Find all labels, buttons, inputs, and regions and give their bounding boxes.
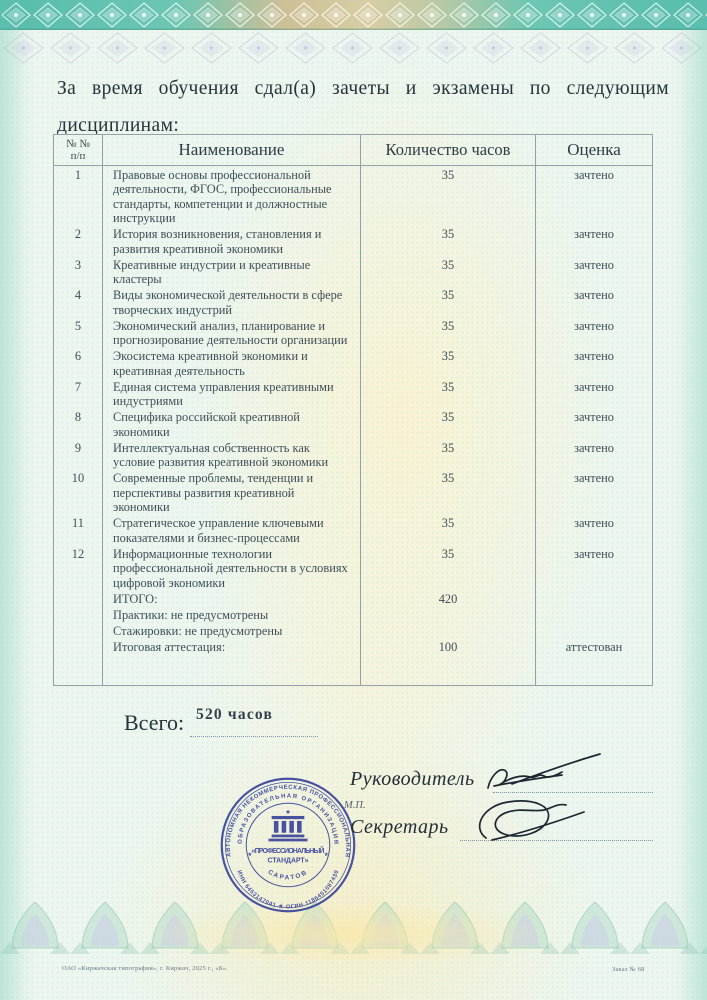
row-discipline-name bbox=[103, 654, 361, 685]
svg-text:САРАТОВ bbox=[267, 869, 310, 882]
table-row bbox=[54, 317, 652, 348]
organization-stamp bbox=[219, 776, 357, 914]
head-signature bbox=[478, 748, 608, 798]
table-header bbox=[54, 135, 652, 166]
row-discipline-name: Стратегическое управление ключевыми показателями и бизнес-процессами bbox=[103, 515, 361, 546]
row-grade: зачтено bbox=[574, 516, 614, 530]
row-number: 6 bbox=[54, 348, 103, 379]
row-grade: зачтено bbox=[574, 379, 614, 394]
printer-imprint: ОАО «Киржачская типография», г. Киржач, 2025 г., «Б». bbox=[62, 965, 229, 972]
row-hours bbox=[361, 622, 536, 638]
row-grade: зачтено bbox=[574, 318, 614, 333]
right-edge-tint bbox=[681, 0, 707, 1000]
table-row bbox=[54, 378, 652, 409]
stamp-building-icon bbox=[268, 809, 307, 841]
stamp-center-line1: «ПРОФЕССИОНАЛЬНЫЙ bbox=[251, 848, 325, 856]
row-hours: 35 bbox=[361, 378, 536, 409]
row-discipline-name: Современные проблемы, тенденции и перспективы развития креативной экономики bbox=[103, 470, 361, 515]
row-grade bbox=[536, 622, 652, 638]
table-row bbox=[54, 256, 652, 287]
row-hours: 35 bbox=[361, 256, 536, 287]
total-hours-value: 520 часов bbox=[196, 706, 274, 723]
row-number: 12 bbox=[54, 545, 103, 590]
header-hours: Количество часов bbox=[361, 135, 536, 165]
row-hours bbox=[361, 606, 536, 622]
row-hours: 35 bbox=[361, 409, 536, 440]
row-hours: 35 bbox=[361, 348, 536, 379]
row-number bbox=[54, 590, 103, 606]
row-grade: зачтено bbox=[574, 546, 614, 561]
row-hours: 35 bbox=[361, 439, 536, 470]
row-hours: 35 bbox=[361, 317, 536, 348]
stamp-ring-line2: ОБРАЗОВАТЕЛЬНАЯ ОРГАНИЗАЦИЯ bbox=[237, 793, 339, 845]
stamp-city: САРАТОВ bbox=[266, 868, 310, 882]
total-underline bbox=[190, 736, 318, 737]
row-number: 11 bbox=[54, 515, 103, 546]
table-row bbox=[54, 226, 652, 257]
page-title: За время обучения сдал(а) зачеты и экзамены по следующим дисциплинам: bbox=[57, 78, 669, 136]
table-row bbox=[54, 515, 652, 546]
row-grade: зачтено bbox=[574, 227, 614, 241]
total-label: Всего: bbox=[124, 710, 185, 735]
row-number bbox=[54, 654, 103, 685]
row-number bbox=[54, 638, 103, 654]
row-number: 7 bbox=[54, 378, 103, 409]
row-grade: зачтено bbox=[574, 410, 614, 424]
row-number: 5 bbox=[54, 317, 103, 348]
row-discipline-name: Экосистема креативной экономики и креативная деятельность bbox=[103, 348, 361, 379]
row-hours: 35 bbox=[361, 545, 536, 590]
row-discipline-name: Креативные индустрии и креативные кластеры bbox=[103, 256, 361, 287]
row-hours: 35 bbox=[361, 287, 536, 318]
left-edge-tint bbox=[0, 0, 26, 1000]
row-discipline-name: Итоговая аттестация: bbox=[103, 638, 361, 654]
order-number: Заказ № 68 bbox=[612, 966, 645, 973]
table-row bbox=[54, 606, 652, 622]
row-discipline-name: Информационные технологии профессиональной деятельности в условиях цифровой экономики bbox=[103, 545, 361, 590]
stamp-star-left: ★ bbox=[247, 851, 253, 858]
secretary-signature bbox=[458, 792, 618, 848]
header-number-line2: п/п bbox=[70, 150, 86, 162]
row-number bbox=[54, 622, 103, 638]
row-number: 2 bbox=[54, 226, 103, 257]
row-number: 10 bbox=[54, 470, 103, 515]
svg-text:★: ★ bbox=[285, 809, 291, 817]
row-grade: зачтено bbox=[574, 257, 614, 272]
table-row bbox=[54, 439, 652, 470]
disciplines-table bbox=[53, 134, 653, 686]
row-hours: 35 bbox=[361, 166, 536, 226]
table-row bbox=[54, 166, 652, 226]
row-hours: 420 bbox=[361, 590, 536, 606]
row-grade: зачтено bbox=[574, 167, 614, 182]
row-discipline-name: Правовые основы профессиональной деятельности, ФГОС, профессиональные стандарты, компетенции и должностные инструкции bbox=[103, 166, 361, 226]
table-body bbox=[54, 166, 652, 685]
row-discipline-name: Интеллектуальная собственность как условие развития креативной экономики bbox=[103, 439, 361, 470]
row-number: 8 bbox=[54, 409, 103, 440]
table-row bbox=[54, 409, 652, 440]
row-discipline-name: Виды экономической деятельности в сфере творческих индустрий bbox=[103, 287, 361, 318]
header-grade: Оценка bbox=[567, 139, 621, 159]
row-discipline-name: История возникновения, становления и развития креативной экономики bbox=[103, 226, 361, 257]
row-discipline-name: Специфика российской креативной экономики bbox=[103, 409, 361, 440]
head-signature-label: Руководитель bbox=[350, 768, 475, 790]
row-discipline-name: Практики: не предусмотрены bbox=[103, 606, 361, 622]
stamp-inn-ogrn: ИНН 6453147041 ★ ОГРН 1186451087430 bbox=[235, 869, 341, 911]
top-guilloche-band bbox=[0, 0, 707, 30]
table-row bbox=[54, 654, 652, 685]
row-hours: 35 bbox=[361, 226, 536, 257]
row-hours: 35 bbox=[361, 470, 536, 515]
row-grade: зачтено bbox=[574, 349, 614, 363]
table-row bbox=[54, 545, 652, 590]
row-grade: аттестован bbox=[565, 639, 623, 654]
table-row bbox=[54, 348, 652, 379]
row-number: 3 bbox=[54, 256, 103, 287]
row-discipline-name: ИТОГО: bbox=[103, 590, 361, 606]
table-row bbox=[54, 622, 652, 638]
row-grade: зачтено bbox=[574, 471, 614, 485]
row-grade bbox=[536, 654, 652, 685]
row-discipline-name: Стажировки: не предусмотрены bbox=[103, 622, 361, 638]
stamp-place-mark: М.П. bbox=[344, 800, 366, 811]
stamp-star-right: ★ bbox=[323, 851, 329, 858]
stamp-center-line2: СТАНДАРТ» bbox=[267, 857, 309, 865]
table-row bbox=[54, 638, 652, 654]
row-number: 4 bbox=[54, 287, 103, 318]
secondary-ornament-band bbox=[0, 29, 707, 67]
row-number bbox=[54, 606, 103, 622]
table-row bbox=[54, 287, 652, 318]
stamp-ring-line1: АВТОНОМНАЯ НЕКОММЕРЧЕСКАЯ ПРОФЕССИОНАЛЬНАЯ bbox=[225, 784, 351, 858]
table-row bbox=[54, 470, 652, 515]
header-number bbox=[54, 135, 103, 165]
table-row bbox=[54, 590, 652, 606]
header-name: Наименование bbox=[103, 135, 361, 165]
row-discipline-name: Экономический анализ, планирование и прогнозирование деятельности организации bbox=[103, 317, 361, 348]
row-number: 9 bbox=[54, 439, 103, 470]
secretary-signature-label: Секретарь bbox=[350, 816, 449, 838]
row-grade bbox=[536, 606, 652, 622]
row-hours: 35 bbox=[361, 515, 536, 546]
row-discipline-name: Единая система управления креативными индустриями bbox=[103, 378, 361, 409]
row-hours bbox=[361, 654, 536, 685]
row-hours: 100 bbox=[361, 638, 536, 654]
header-number-line1: № № bbox=[66, 138, 90, 150]
row-number: 1 bbox=[54, 166, 103, 226]
row-grade: зачтено bbox=[574, 440, 614, 455]
row-grade: зачтено bbox=[574, 288, 614, 302]
row-grade bbox=[536, 590, 652, 606]
